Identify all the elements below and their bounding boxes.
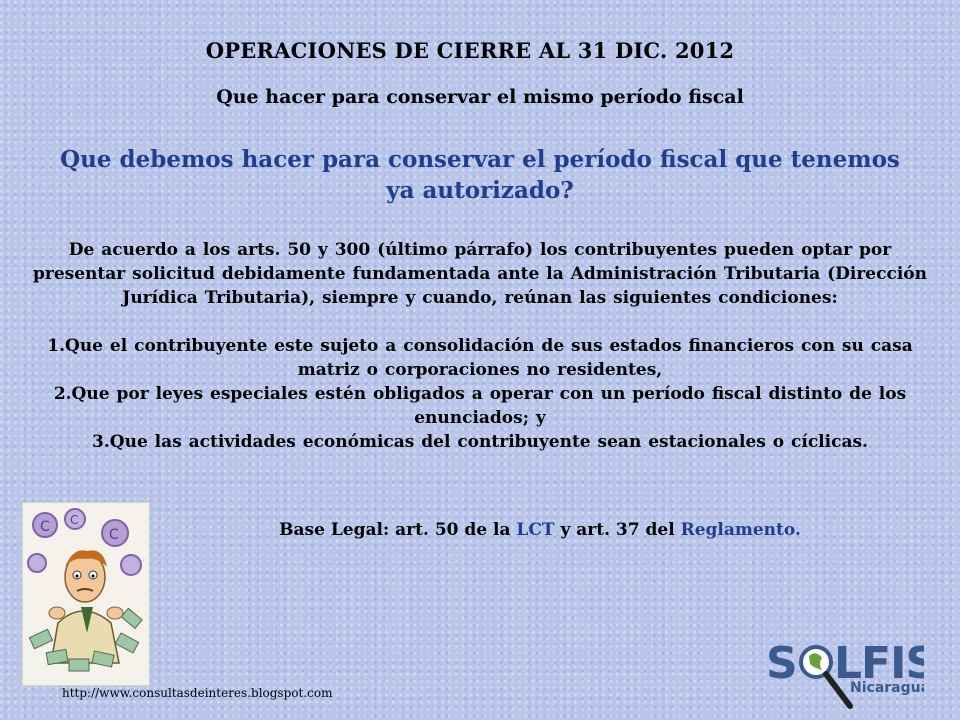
stressed-man-money-icon: [22, 502, 150, 686]
lct-link[interactable]: LCT: [516, 520, 555, 540]
svg-text:LFIS: LFIS: [834, 638, 924, 689]
logo-tagline: Nicaragua: [850, 680, 924, 696]
solfis-logo: [764, 628, 924, 714]
svg-text:C: C: [70, 513, 79, 527]
condition-2: 2.Que por leyes especiales estén obligados a operar con un período fiscal distinto de los enunciados; y: [53, 384, 907, 428]
legal-prefix: Base Legal: art. 50 de la: [279, 520, 517, 540]
svg-text:S: S: [766, 638, 797, 689]
blog-url[interactable]: http://www.consultasdeinteres.blogspot.com: [62, 686, 333, 700]
slide-title: OPERACIONES DE CIERRE AL 31 DIC. 2012: [205, 38, 735, 63]
legal-basis: [150, 520, 930, 540]
svg-text:C: C: [109, 527, 119, 543]
svg-text:C: C: [40, 519, 50, 535]
spacer: [30, 310, 930, 334]
main-question: Que debemos hacer para conservar el período fiscal que tenemos ya autorizado?: [60, 146, 900, 204]
intro-paragraph: De acuerdo a los arts. 50 y 300 (último párrafo) los contribuyentes pueden optar por presentar solicitud debidamente fundamentada ante la Administración Tributaria (Dirección Jurídica Tributaria), siempre y cuando, reúnan las siguientes condiciones:: [33, 240, 927, 308]
condition-3: 3.Que las actividades económicas del contribuyente sean estacionales o cíclicas.: [92, 432, 868, 452]
condition-1: 1.Que el contribuyente este sujeto a consolidación de sus estados financieros con su casa matriz o corporaciones no residentes,: [47, 336, 913, 380]
slide-subtitle: Que hacer para conservar el mismo período fiscal: [216, 86, 744, 108]
legal-middle: y art. 37 del: [554, 520, 681, 540]
body-text: [30, 238, 930, 454]
reglamento-link[interactable]: Reglamento.: [680, 520, 801, 540]
